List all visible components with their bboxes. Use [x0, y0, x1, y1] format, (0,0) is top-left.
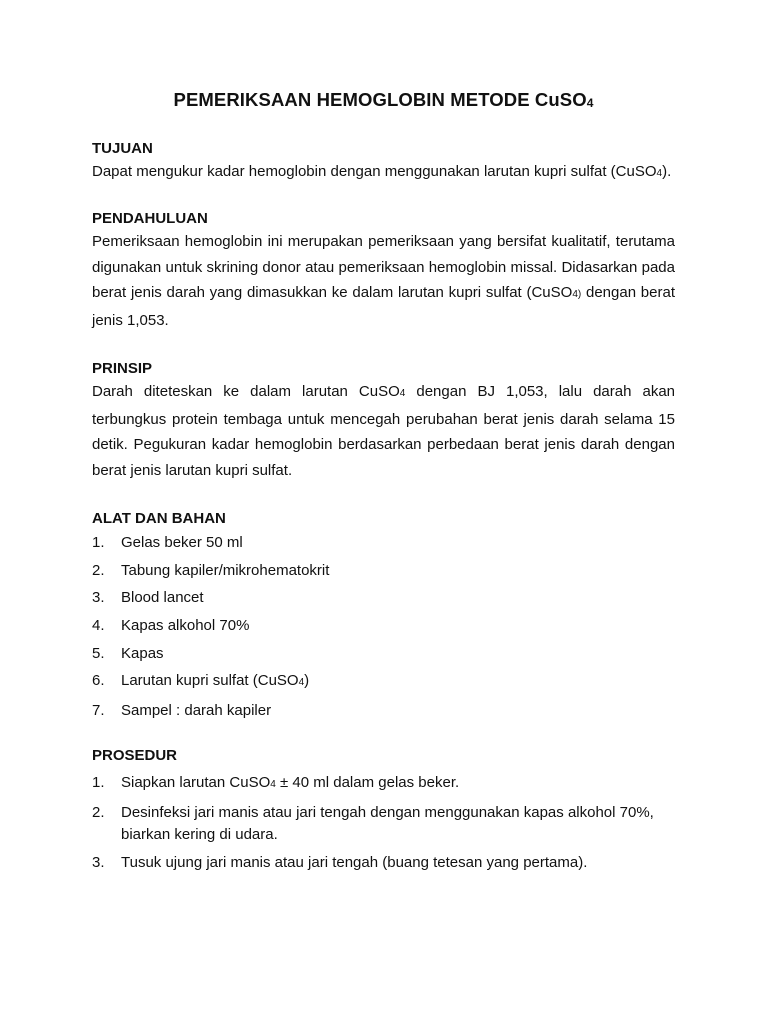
list-item: 2. Desinfeksi jari manis atau jari tengah dengan menggunakan kapas alkohol 70%, biarkan kering di udara. — [92, 804, 654, 844]
list-item: 3. Tusuk ujung jari manis atau jari tengah (buang tetesan yang pertama). — [92, 854, 588, 872]
prinsip-text: Darah diteteskan ke dalam larutan CuSO4 dengan BJ 1,053, lalu darah akan terbungkus protein tembaga untuk mencegah perubahan berat jenis darah selama 15 detik. Pegukuran kadar hemoglobin berdasarkan perbedaan berat jenis darah dengan berat jenis larutan kupri sulfat. — [92, 383, 675, 479]
list-item: 1. Gelas beker 50 ml — [92, 534, 243, 551]
heading-prinsip: PRINSIP — [92, 360, 153, 377]
list-item: 5. Kapas — [92, 644, 164, 662]
document-title — [92, 0, 675, 117]
title-text: PEMERIKSAAN HEMOGLOBIN METODE CuSO — [173, 89, 587, 110]
section-prosedur — [92, 746, 675, 874]
pendahuluan-text: Pemeriksaan hemoglobin ini merupakan pemeriksaan yang bersifat kualitatif, terutama digunakan untuk skrining donor atau pemeriksaan hemoglobin missal. Didasarkan pada berat jenis darah yang dimasukkan ke dalam larutan kupri sulfat (CuSO4) dengan berat jenis 1,053. — [92, 233, 675, 329]
alat-list — [92, 532, 675, 722]
list-item: 4. Kapas alkohol 70% — [92, 617, 250, 635]
section-prinsip — [92, 359, 675, 483]
heading-pendahuluan: PENDAHULUAN — [92, 210, 208, 227]
list-item: 3. Blood lancet — [92, 589, 204, 607]
heading-alat-dan-bahan: ALAT DAN BAHAN — [92, 510, 226, 527]
list-item: 6. Larutan kupri sulfat (CuSO4) — [92, 672, 310, 690]
heading-prosedur: PROSEDUR — [92, 747, 178, 765]
tujuan-text: Dapat mengukur kadar hemoglobin dengan menggunakan larutan kupri sulfat (CuSO4). — [92, 163, 672, 180]
list-item: 2. Tabung kapiler/mikrohematokrit — [92, 561, 330, 579]
title-subscript: 4 — [586, 96, 594, 110]
list-item: 1. Siapkan larutan CuSO4 ± 40 ml dalam gelas beker. — [92, 774, 460, 792]
section-alat-dan-bahan — [92, 509, 675, 722]
section-tujuan — [92, 139, 675, 183]
list-item: 7. Sampel : darah kapiler — [92, 702, 272, 720]
prosedur-list — [92, 772, 675, 874]
section-pendahuluan — [92, 209, 675, 333]
heading-tujuan: TUJUAN — [92, 140, 153, 157]
